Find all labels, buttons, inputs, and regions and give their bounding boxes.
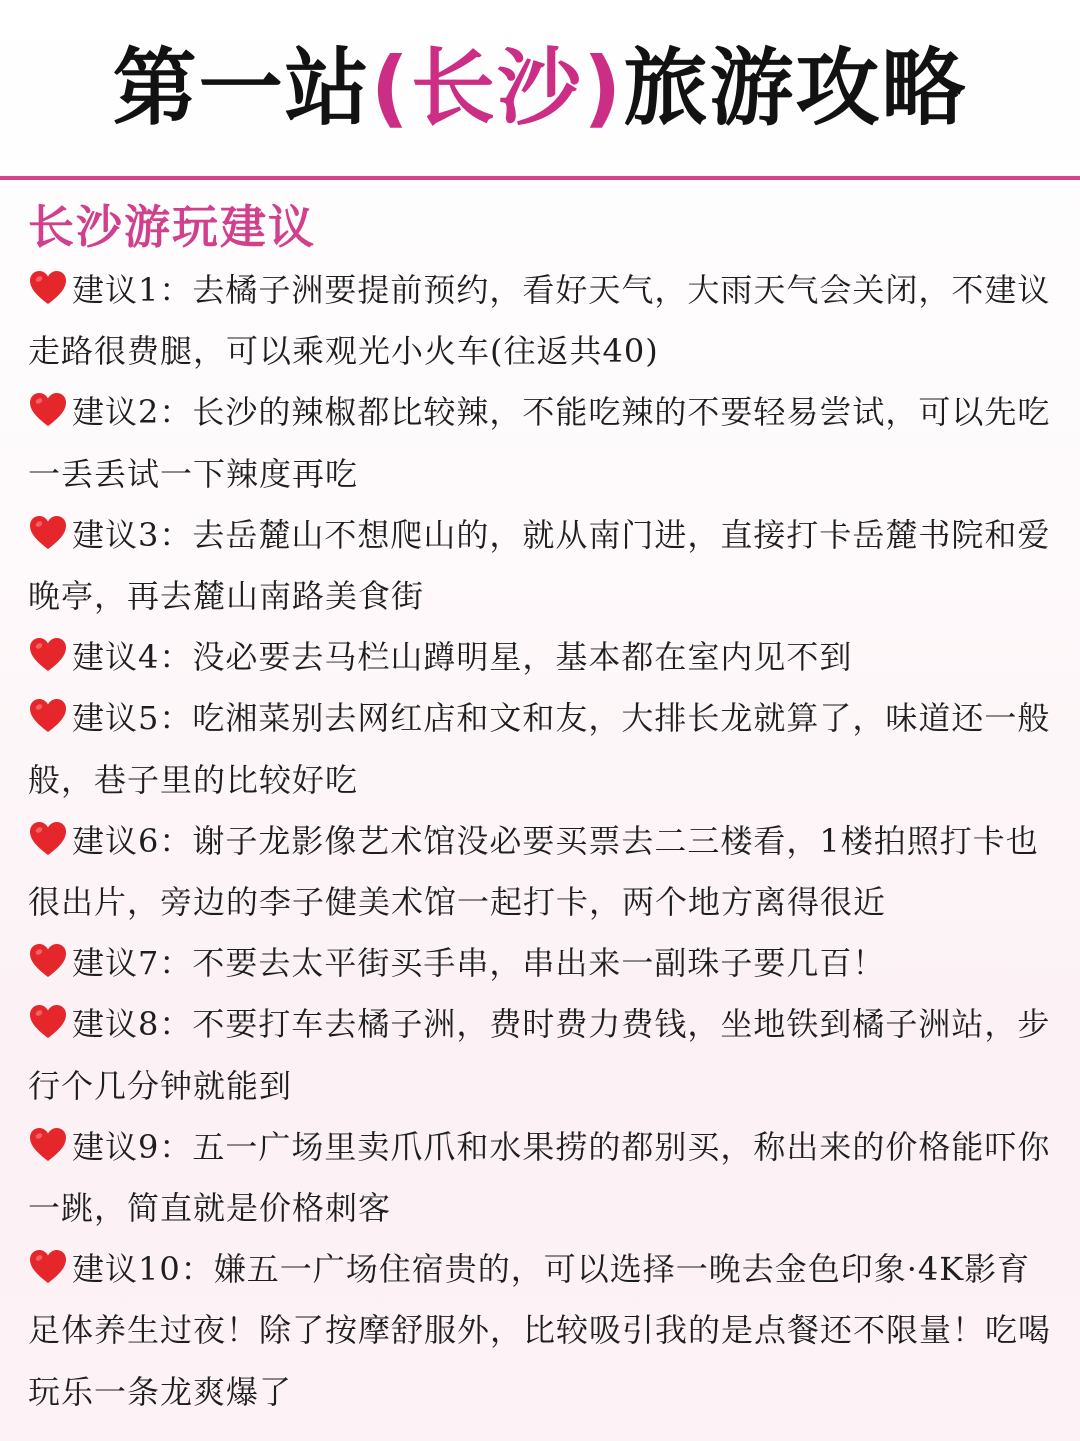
- heart-icon: [28, 513, 68, 553]
- tip-item: [28, 382, 1058, 504]
- tip-text: 建议4：没必要去马栏山蹲明星，基本都在室内见不到: [72, 638, 853, 677]
- heart-icon: [28, 268, 68, 308]
- tip-text: 建议5：吃湘菜别去网红店和文和友，大排长龙就算了，味道还一般般，巷子里的比较好吃: [28, 699, 1051, 799]
- tip-item: [28, 933, 1058, 994]
- tip-text: 建议2：长沙的辣椒都比较辣，不能吃辣的不要轻易尝试，可以先吃一丢丢试一下辣度再吃: [28, 393, 1051, 493]
- tip-text: 建议7：不要去太平街买手串，串出来一副珠子要几百！: [72, 944, 886, 983]
- tip-item: [28, 627, 1058, 688]
- tip-item: [28, 994, 1058, 1116]
- title-city: (长沙): [370, 39, 624, 137]
- title-divider: [0, 176, 1080, 180]
- tip-item: [28, 811, 1058, 933]
- heart-icon: [28, 696, 68, 736]
- section-title: 长沙游玩建议: [28, 200, 316, 254]
- tip-text: 建议8：不要打车去橘子洲，费时费力费钱，坐地铁到橘子洲站，步行个几分钟就能到: [28, 1005, 1051, 1105]
- tip-item: [28, 1117, 1058, 1239]
- heart-icon: [28, 1002, 68, 1042]
- heart-icon: [28, 390, 68, 430]
- heart-icon: [28, 941, 68, 981]
- heart-icon: [28, 819, 68, 859]
- tip-item: [28, 505, 1058, 627]
- title-suffix: 旅游攻略: [623, 39, 968, 137]
- tip-item: [28, 260, 1058, 382]
- tip-text: 建议10：嫌五一广场住宿贵的，可以选择一晚去金色印象·4K影育足体养生过夜！除了按摩舒服外，比较吸引我的是点餐还不限量！吃喝玩乐一条龙爽爆了: [28, 1250, 1052, 1411]
- title-prefix: 第一站: [112, 39, 371, 137]
- tip-item: [28, 1239, 1058, 1423]
- tip-text: 建议3：去岳麓山不想爬山的，就从南门进，直接打卡岳麓书院和爱晚亭，再去麓山南路美食街: [28, 515, 1051, 616]
- heart-icon: [28, 635, 68, 675]
- tip-text: 建议1：去橘子洲要提前预约，看好天气，大雨天气会关闭，不建议走路很费腿，可以乘观光小火车(往返共40): [28, 271, 1051, 371]
- tips-list: [28, 260, 1058, 1423]
- tip-text: 建议9：五一广场里卖爪爪和水果捞的都别买，称出来的价格能吓你一跳，简直就是价格刺客: [28, 1127, 1051, 1228]
- tip-item: [28, 688, 1058, 810]
- tip-text: 建议6：谢子龙影像艺术馆没必要买票去二三楼看，1楼拍照打卡也很出片，旁边的李子健美术馆一起打卡，两个地方离得很近: [28, 821, 1039, 922]
- page-title: [0, 18, 1080, 158]
- heart-icon: [28, 1247, 68, 1287]
- heart-icon: [28, 1125, 68, 1165]
